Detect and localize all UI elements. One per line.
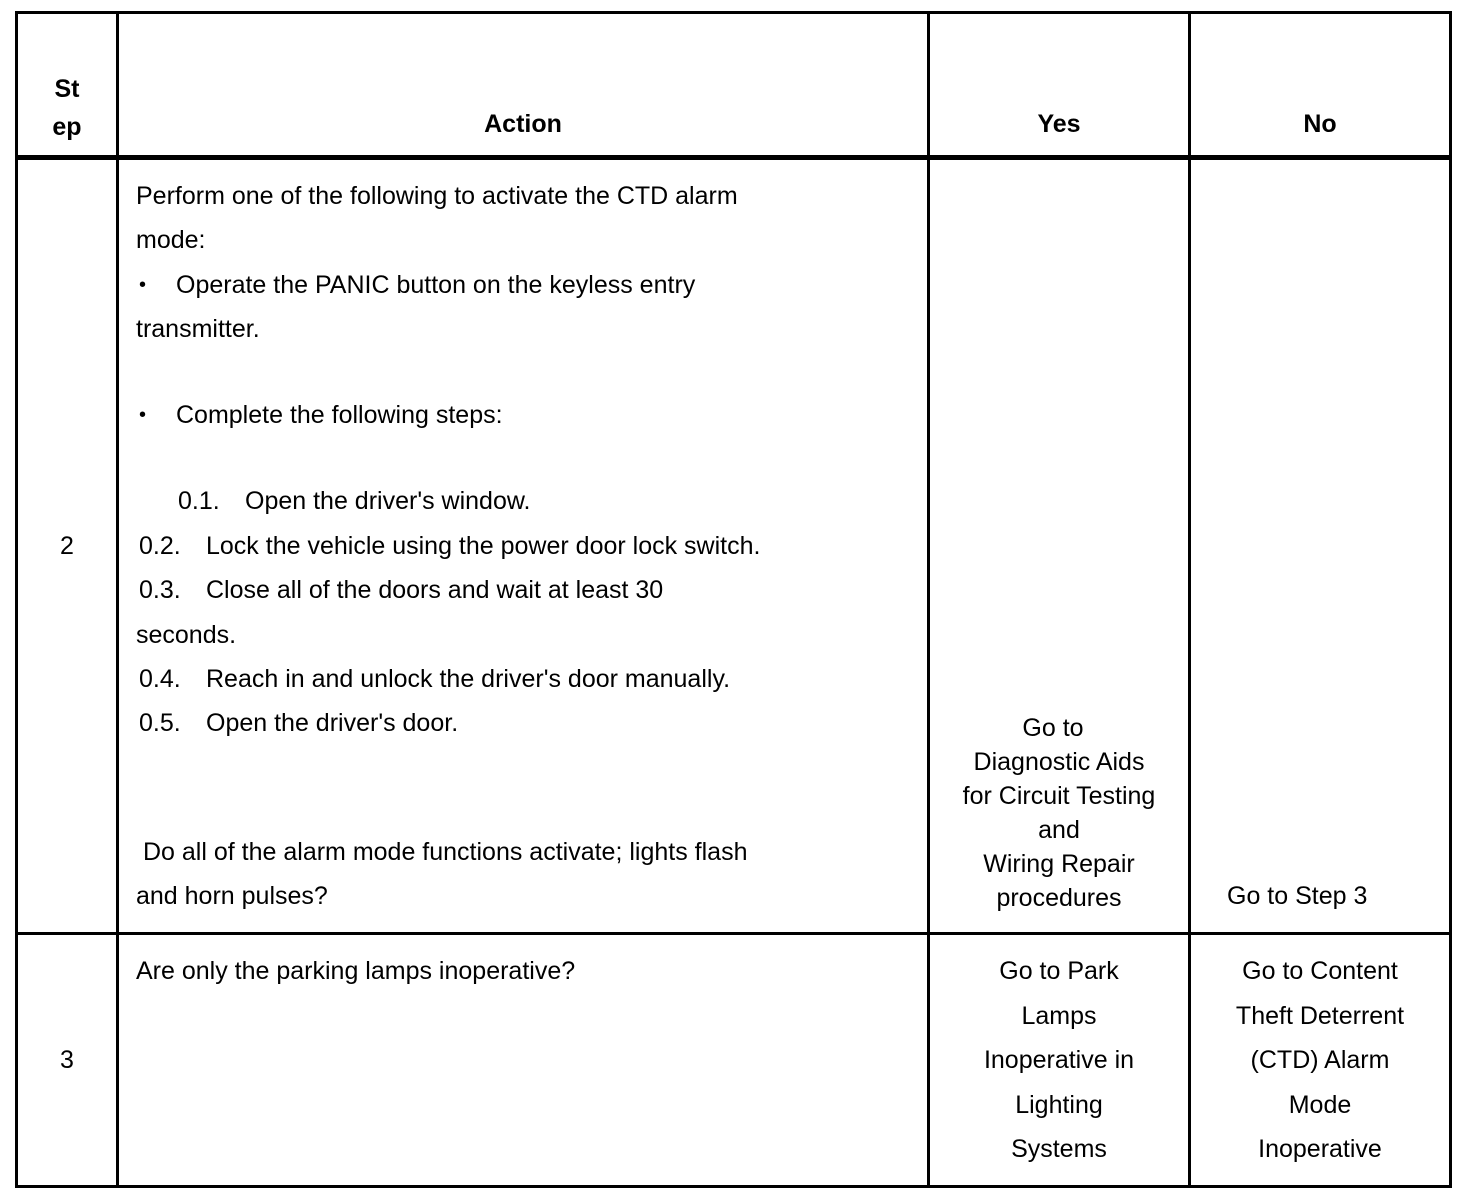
row-3-no-line: Go to Content [1242, 957, 1398, 985]
row-divider [15, 932, 1452, 935]
header-action: Action [484, 110, 562, 138]
step-number: 0.2. [139, 532, 181, 560]
step-number: 0.1. [178, 487, 220, 515]
row-2-action-line: Open the driver's window. [245, 487, 531, 515]
column-divider-step [116, 11, 119, 1188]
row-2-action-line: transmitter. [136, 315, 260, 343]
bullet-icon: • [139, 404, 147, 426]
row-2-action-line: Close all of the doors and wait at least 30 [206, 576, 664, 604]
header-no: No [1303, 110, 1337, 138]
row-3-yes-line: Inoperative in [983, 1046, 1135, 1074]
row-2-yes-line: Wiring Repair [983, 850, 1135, 878]
row-2-no: Go to Step 3 [1227, 882, 1368, 910]
row-2-yes [930, 711, 1188, 915]
row-3-no-line: Mode [1288, 1090, 1352, 1119]
row-3-yes-line: Systems [1011, 1135, 1107, 1163]
row-2-yes-line: and [1038, 816, 1080, 844]
table-border-bottom [15, 1185, 1452, 1188]
row-2-yes-line: for Circuit Testing [962, 782, 1156, 810]
row-3-yes-line: Lighting [1015, 1090, 1103, 1119]
header-divider [15, 155, 1452, 160]
row-3-yes-line: Lamps [1021, 1001, 1097, 1030]
row-3-yes [930, 949, 1188, 1172]
row-2-action-line: Lock the vehicle using the power door lock switch. [206, 532, 761, 560]
row-2-action-line: Open the driver's door. [206, 709, 459, 737]
step-number: 0.5. [139, 709, 181, 737]
header-step [18, 70, 116, 146]
row-3-action-line: Are only the parking lamps inoperative? [136, 957, 576, 985]
header-yes: Yes [1037, 110, 1081, 138]
row-3-no [1191, 949, 1449, 1172]
row-2-action-line: Operate the PANIC button on the keyless entry [176, 271, 696, 299]
row-2-action-line: mode: [136, 226, 206, 254]
row-3-yes-line: Go to Park [999, 957, 1119, 985]
row-2-action-line: seconds. [136, 621, 237, 649]
row-3-no-line: (CTD) Alarm [1250, 1046, 1390, 1074]
row-2-action-line: Complete the following steps: [176, 401, 503, 429]
table-border-right [1449, 11, 1452, 1188]
row-2-step: 2 [60, 532, 74, 560]
step-number: 0.4. [139, 665, 181, 693]
bullet-icon: • [139, 274, 147, 296]
header-step-line1: St [54, 75, 80, 103]
row-2-action-line: Reach in and unlock the driver's door manually. [206, 665, 731, 693]
row-3-step: 3 [60, 1046, 74, 1074]
row-2-action-line: Perform one of the following to activate the CTD alarm [136, 182, 738, 210]
table-border-left [15, 11, 18, 1188]
row-2-yes-line: Diagnostic Aids [973, 748, 1145, 776]
header-step-line2: ep [52, 113, 82, 141]
row-2-question: and horn pulses? [136, 882, 328, 910]
table-border-top [15, 11, 1452, 14]
row-3-no-line: Theft Deterrent [1235, 1001, 1405, 1030]
row-2-yes-line: procedures [996, 884, 1122, 912]
step-number: 0.3. [139, 576, 181, 604]
row-2-yes-line: Go to [1022, 714, 1084, 742]
row-2-question: Do all of the alarm mode functions activate; lights flash [143, 838, 748, 866]
row-3-no-line: Inoperative [1258, 1135, 1382, 1163]
